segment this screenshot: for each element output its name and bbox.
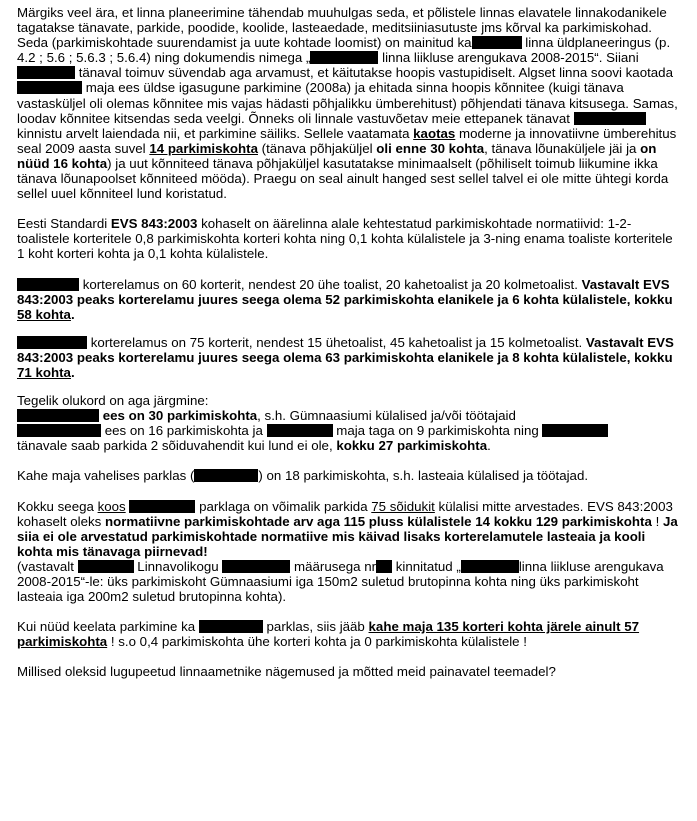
- paragraph-building-2: korterelamus on 75 korterit, nendest 15 ühetoalist, 45 kahetoalist ja 15 kolmetoalist. Vastavalt EVS 843:2003 peaks korterelamu juures seega olema 63 parkimiskohta elanikele ja 8 kohta külalistele, kokku 71 kohta.: [17, 334, 674, 380]
- redaction: [194, 469, 258, 482]
- redaction: [17, 424, 101, 437]
- paragraph-actual-situation: Tegelik olukord on aga järgmine: ees on 30 parkimiskohta, s.h. Gümnaasiumi külalised ja/või töötajaid ees on 16 parkimiskohta ja maja taga on 9 parkimiskohta ning tänavale saab parkida 2 sõiduvahendit kui lund ei ole, kokku 27 parkimiskohta.: [17, 393, 683, 453]
- redaction: [310, 51, 378, 64]
- redaction: [17, 336, 87, 349]
- redaction: [199, 620, 263, 633]
- redaction: [129, 500, 195, 513]
- paragraph-question: Millised oleksid lugupeetud linnaametnike nägemused ja mõtted meid painavatel teemadel?: [17, 664, 556, 680]
- redaction: [472, 36, 522, 49]
- paragraph-building-1: korterelamus on 60 korterit, nendest 20 ühe toalist, 20 kahetoalist ja 20 kolmetoalist. Vastavalt EVS 843:2003 peaks korterelamu juures seega olema 52 parkimiskohta elanikele ja 6 kohta külalistele, kokku 58 kohta.: [17, 276, 673, 322]
- redaction: [17, 409, 99, 422]
- redaction: [542, 424, 608, 437]
- redaction: [17, 81, 82, 94]
- redaction: [267, 424, 333, 437]
- redaction: [17, 66, 75, 79]
- redaction: [222, 560, 290, 573]
- paragraph-total: Kokku seega koos parklaga on võimalik parkida 75 sõidukit külalisi mitte arvestades. EVS 843:2003 kohaselt oleks normatiivne parkimiskohtade arv aga 115 pluss külalistele 14 kokku 129 parkimiskohta ! Ja siia ei ole arvestatud parkimiskohtade normatiive mis käivad lisaks korterelamutele lasteaia ja kooli kohta mis tänavaga piirnevad! (vastavalt Linnavolikogu määrusega nr kinnitatud „ linna liikluse arengukava 2008-2015“-le: üks parkimiskoht Gümnaasiumi iga 150m2 suletud brutopinna kohta ning üks parkimiskoht lasteaia iga 200m2 suletud brutopinna kohta).: [17, 498, 678, 605]
- redaction: [17, 278, 79, 291]
- paragraph-standard: Eesti Standardi EVS 843:2003 kohaselt on äärelinna alale kehtestatud parkimiskohtade normatiivid: 1-2-toalistele korteritele 0,8 parkimiskohta korteri kohta ning 0,1 kohta külalistele ja 3-ning enama toaliste korteritele 1 koht korteri kohta ja 0,1 kohta külalistele.: [17, 216, 673, 262]
- paragraph-between-houses: Kahe maja vahelises parklas ( ) on 18 parkimiskohta, s.h. lasteaia külalised ja töötajad.: [17, 468, 589, 484]
- paragraph-conclusion: Kui nüüd keelata parkimine ka parklas, siis jääb kahe maja 135 korteri kohta järele ainult 57 parkimiskohta ! s.o 0,4 parkimiskohta ühe korteri kohta ja 0 parkimiskohta külalistele !: [17, 619, 640, 650]
- paragraph-planning: Märgiks veel ära, et linna planeerimine tähendab muuhulgas seda, et põlistele linnas elavatele linnakodanikele tagatakse tänavate, parkide, poodide, koolide, lasteaedade, meditsiiniasutuste jms kõrval ka parkimiskohad. Seda (parkimiskohtade suurendamist ja uute kohtade loomist) on mainitud ka linna üldplaneeringus (p. 4.2 ; 5.6 ; 5.6.3 ; 5.6.4) ning dokumendis nimega „ linna liikluse arengukava 2008-2015“. Siiani tänaval toimuv süvendab aga arvamust, et käitutakse hoopis vastupidiselt. Algset linna soovi kaotada maja ees üldse igasugune parkimine (2008a) ja ehitada sinna hoopis kõnnitee (kuigi tänava vastasküljel oli olemas kõnnitee mis vajas hädasti põhjalikku ümberehitust) põhjendati tänava kitsusega. Samas, loodav kõnnitee kitsendas seda veelgi. Õnneks oli linnale vastuvõetav meie ettepanek tänavat kinnistu arvelt laiendada nii, et parkimine säiliks. Sellele vaatamata kaotas moderne ja innovatiivne ümberehitus seal 2009 aasta suvel 14 parkimiskohta (tänava põhjaküljel oli enne 30 kohta, tänava lõunaküljele jäi ja on nüüd 16 kohta) ja uut kõnniteed tänava põhjaküljel kasutatakse minimaalselt (põhiliselt toimub liikumine ikka tänava lõunapoolset kõnniteed mööda). Praegu on seal ainult hanged sest sellel talvel ei ole mitte ühtegi korda sellel uuel kõnniteel lund koristatud.: [17, 5, 678, 202]
- redaction: [461, 560, 519, 573]
- redaction: [574, 112, 646, 125]
- redaction: [376, 560, 392, 573]
- redaction: [78, 560, 134, 573]
